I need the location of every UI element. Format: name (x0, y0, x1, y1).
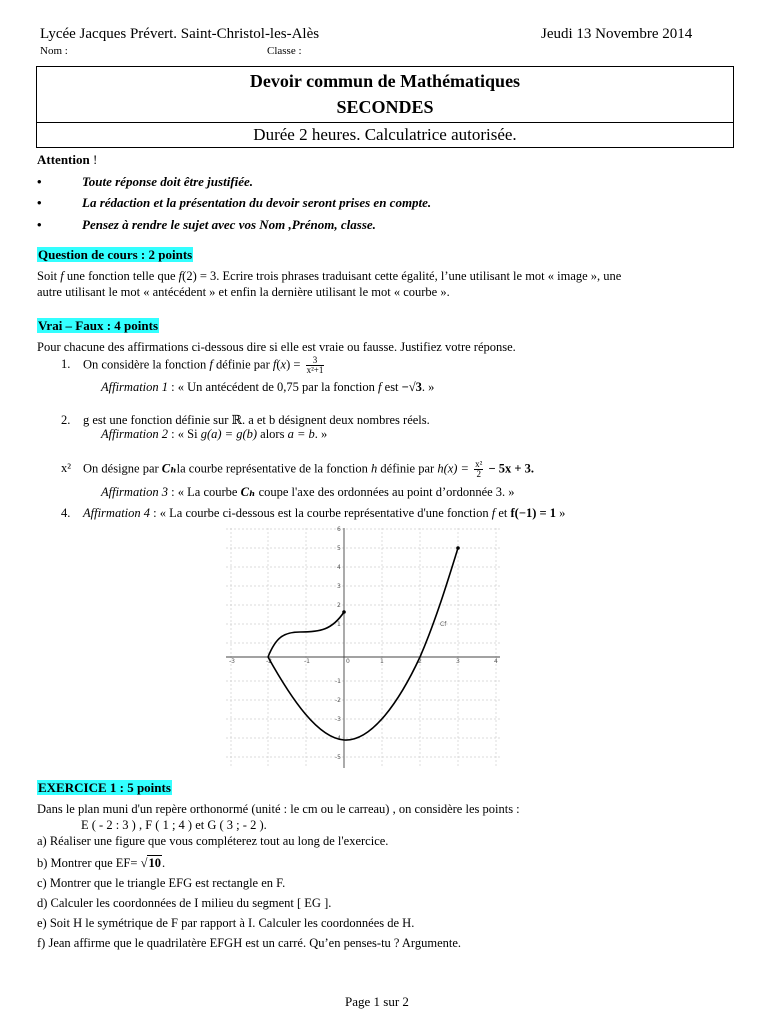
text: Soit (37, 269, 61, 283)
math-fx: f (272, 357, 277, 372)
vf-item-1: 1. On considère la fonction f définie par f(x) = $\frac{3}{\text{x²+1}}$ (61, 355, 324, 375)
y-tick: -5 (335, 754, 341, 761)
page-number: Page 1 sur 2 (345, 994, 409, 1009)
bullet-dot: • (37, 217, 42, 232)
attention-bullet-text: Pensez à rendre le sujet avec vos Nom ,Prénom, classe. (82, 217, 376, 232)
sqrt-symbol: √ (140, 856, 148, 870)
x-tick: -2 (266, 658, 272, 665)
math-f: f (178, 269, 183, 283)
exercice1-intro: Dans le plan muni d'un repère orthonormé (unité : le cm ou le carreau) , on considère les points : (37, 802, 520, 816)
function-graph (222, 524, 502, 772)
text: la courbe représentative de la fonction (176, 461, 372, 476)
text: une fonction telle que (63, 269, 179, 283)
text: : « Un antécédent de 0,75 par la fonction (168, 380, 379, 394)
affirmation-label: Affirmation 3 (101, 485, 169, 499)
vraifaux-intro: Pour chacune des affirmations ci-dessous dire si elle est vraie ou fausse. Justifiez votre réponse. (37, 340, 516, 354)
affirmation-label: Affirmation 4 (83, 506, 151, 520)
math-h: h (371, 461, 378, 476)
math-f: f (209, 357, 213, 372)
exam-date: Jeudi 13 Novembre 2014 (541, 26, 693, 42)
curve-label: Cf (440, 621, 447, 628)
fraction (306, 356, 325, 375)
x-tick: 2 (418, 658, 422, 665)
math-eq: a = b (287, 427, 315, 441)
classe-label: Classe : (267, 45, 302, 57)
grid-lines (226, 528, 500, 768)
vraifaux-heading-text: Vrai – Faux : 4 points (38, 318, 159, 333)
item-number: 4. (61, 506, 71, 520)
fraction (474, 460, 483, 479)
affirmation-2 (101, 427, 327, 442)
exercice1-item-e: e) Soit H le symétrique de F par rapport à I. Calculer les coordonnées de H. (37, 916, 415, 930)
exam-level: SECONDES (336, 97, 434, 117)
vf-item-4 (61, 506, 565, 521)
nom-label: Nom : (40, 45, 68, 57)
math-ch: Cₕ (240, 485, 256, 499)
text: . » (314, 427, 328, 441)
exercice1-item-a: a) Réaliser une figure que vous compléterez tout au long de l'exercice. (37, 834, 389, 848)
cours-heading-text: Question de cours : 2 points (38, 247, 193, 262)
math-value: −√3 (401, 380, 422, 394)
upper-branch (268, 612, 344, 657)
vf-item-3 (61, 460, 534, 479)
exercice1-heading-text: EXERCICE 1 : 5 points (38, 780, 171, 795)
text: coupe l'axe des ordonnées au point d’ordonnée 3. » (255, 485, 515, 499)
exercice1-item-b (37, 855, 165, 871)
cours-line-2: autre utilisant le mot « antécédent » et enfin la dernière utilisant le mot « courbe ». (37, 285, 450, 299)
attention-bullet-2 (37, 195, 431, 211)
y-tick: -2 (335, 697, 341, 704)
text: définie par (377, 461, 438, 476)
y-tick: 6 (337, 526, 341, 533)
text: . (161, 856, 166, 870)
attention-suffix: ! (89, 152, 98, 167)
endpoint-dot (342, 610, 346, 614)
item-number: 1. (61, 357, 71, 372)
text: » (556, 506, 566, 520)
y-tick: 1 (337, 621, 341, 628)
attention-line (37, 152, 97, 168)
text: . » (421, 380, 435, 394)
school-name: Lycée Jacques Prévert. Saint-Christol-les-Alès (40, 26, 320, 42)
math-eq: f(−1) = 1 (510, 506, 556, 520)
math-f: f (60, 269, 64, 283)
bullet-dot: • (37, 174, 42, 189)
title-divider (37, 122, 733, 123)
math-eq: − 5x + 3. (485, 461, 534, 476)
y-tick: -1 (335, 678, 341, 685)
x-tick: 3 (456, 658, 460, 665)
fraction-den: x²+1 (306, 365, 324, 375)
math-eq: g(a) = g(b) (200, 427, 258, 441)
text: g est une fonction définie sur ℝ. a et b désignent deux nombres réels. (83, 413, 430, 427)
exercice1-points: E ( - 2 : 3 ) , F ( 1 ; 4 ) et G ( 3 ; - 2 ). (81, 818, 267, 832)
y-tick: -3 (335, 716, 341, 723)
x-tick: -1 (304, 658, 310, 665)
text: définie par (212, 357, 273, 372)
fraction-num: 3 (306, 356, 325, 366)
cours-line-1 (37, 269, 621, 284)
affirmation-label: Affirmation 2 (101, 427, 169, 441)
y-tick: 3 (337, 583, 341, 590)
text: : « Si (168, 427, 201, 441)
exercice1-item-c: c) Montrer que le triangle EFG est rectangle en F. (37, 876, 286, 890)
math-f: f (491, 506, 496, 520)
item-number: x² (61, 461, 71, 476)
text: . Ecrire trois phrases traduisant cette égalité, l’une utilisant le mot « image », une (216, 269, 622, 283)
item-number: 2. (61, 413, 71, 427)
math-x: x (280, 357, 287, 372)
fraction-den: 2 (476, 469, 481, 479)
cours-heading (37, 246, 193, 264)
math-eq: (2) = 3 (182, 269, 217, 283)
y-tick: 2 (337, 602, 341, 609)
exercice1-item-f: f) Jean affirme que le quadrilatère EFGH est un carré. Qu’en penses-tu ? Argumente. (37, 936, 462, 950)
exercice1-item-d: d) Calculer les coordonnées de I milieu du segment [ EG ]. (37, 896, 332, 910)
text: On désigne par (83, 461, 162, 476)
exercice1-heading (37, 779, 172, 797)
attention-bullet-text: Toute réponse doit être justifiée. (82, 174, 254, 189)
vraifaux-heading (37, 317, 159, 335)
y-tick: -4 (335, 735, 341, 742)
text: et (495, 506, 511, 520)
sqrt-value: 10 (148, 856, 161, 870)
x-tick: 1 (380, 658, 384, 665)
affirmation-label: Affirmation 1 (101, 380, 169, 394)
text: : « La courbe (168, 485, 241, 499)
text: alors (257, 427, 288, 441)
bullet-dot: • (37, 195, 42, 210)
x-tick: 4 (494, 658, 498, 665)
math-f: f (378, 380, 382, 394)
y-tick: 5 (337, 545, 341, 552)
text: : « La courbe ci-dessous est la courbe représentative d'une fonction (150, 506, 492, 520)
text: est (381, 380, 402, 394)
math-ch: Cₕ (161, 461, 177, 476)
affirmation-3 (101, 484, 515, 500)
attention-bullet-text: La rédaction et la présentation du devoir seront prises en compte. (82, 195, 432, 210)
text: On considère la fonction (83, 357, 210, 372)
exam-title: Devoir commun de Mathématiques (249, 71, 521, 91)
lower-branch (268, 548, 458, 740)
vf-item-2 (61, 412, 430, 428)
x-tick: 0 (346, 658, 350, 665)
math-eq: h(x) = (437, 461, 473, 476)
exam-info: Durée 2 heures. Calculatrice autorisée. (253, 125, 517, 144)
attention-bullet-3 (37, 217, 376, 233)
fraction-num: x² (475, 459, 483, 469)
title-box (36, 66, 734, 148)
attention-label: Attention (37, 152, 90, 167)
text: b) Montrer que EF= (37, 856, 141, 870)
endpoint-dot (456, 546, 460, 550)
y-tick: 4 (337, 564, 341, 571)
affirmation-1 (101, 380, 434, 395)
attention-bullet-1 (37, 174, 253, 190)
x-tick: -3 (229, 658, 235, 665)
y-tick-labels (335, 526, 341, 761)
